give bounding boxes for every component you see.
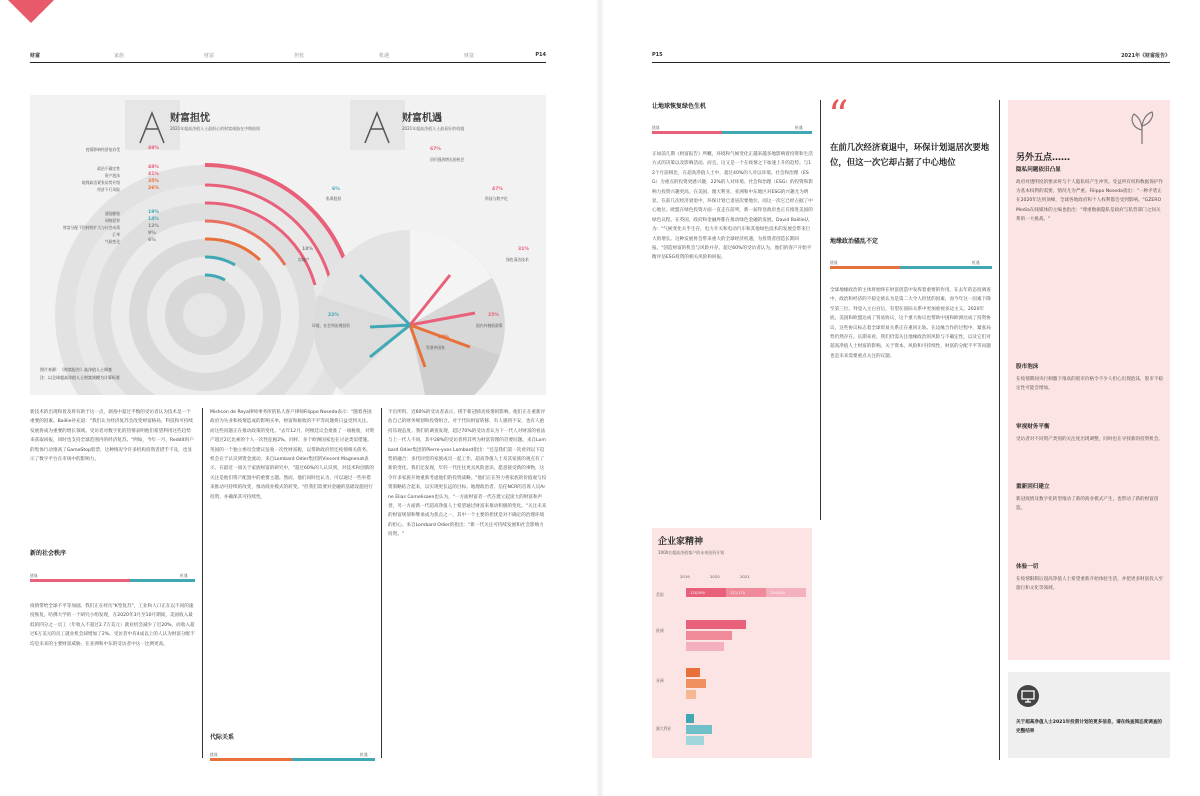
legend-item: 2021 xyxy=(740,574,750,579)
threat-pct: 6% xyxy=(148,238,156,243)
infographic-graphics xyxy=(30,95,546,395)
ent-bar xyxy=(686,725,712,734)
point-body: 政府对透明度的要求将与个人隐私权产生冲突。受益所有权和数据保护作为基本权利的需要，情况尤为严重。Filippo Noseda指出："一种矛盾正在2020年达到顶峰，全球各地政府和个人权利都会受到影响。"GZERO Media在线媒体的主编也指出："尊重数据隐私是政府与私营部门之间关系的一大挑战。" xyxy=(1016,180,1164,222)
ent-value: 123,170 xyxy=(730,591,745,595)
panel-b-title: 财富机遇 xyxy=(402,113,442,124)
header-tab: 财富 xyxy=(464,53,475,59)
point-heading: 重新回归建立 xyxy=(1016,484,1050,490)
report-title: 2021年《财富报告》 xyxy=(1121,53,1170,59)
column-rule xyxy=(381,408,382,758)
column-rule xyxy=(820,100,821,520)
header-tab: 财富 xyxy=(204,53,215,59)
opportunity-label: 私募股权 xyxy=(326,196,342,201)
ent-subtitle: 1000名超高净值客户的未来投资计划 xyxy=(658,550,725,555)
threat-pct: 41% xyxy=(148,172,159,177)
ent-bar xyxy=(686,642,724,651)
challenge-bar xyxy=(652,131,722,134)
right-col1-body: 正如前几期《财富报告》所概，环境和气候变化正越来越多地影响着投资和生活方式的决策以及影响活动。而且，这又是一个在疫情之下加速上升的趋势。与12个月前相比，在超高净值人士中，超过40%的人对以环境、社会和治理（ESG）为重点的投资更感兴趣，22%的人对环境、社会和治理（ESG）的投资和影响力投资兴趣更高。在美国、澳大利亚、亚洲和中东地区对ESG的兴趣尤为明显。在前几次经济衰退中，环保计划已退居次要地位，而这一次它已经占据了中心地位。欧盟在绿色投资方面一直走在前列，新一届拜登政府也正在推进美国的绿色议程。在英国，政府和金融界都在推动绿色金融的发展。David Baillie认为："气候变化关乎生存，电力开关和电动汽车和其他绿色技术的发展会带来巨大的增长。这种发展将会带来重大的全球经济机遇，为投资者创造长期回报。"创造财富的机会与风险并存。超过60%的受访者认为，他们的客户开始平衡评估ESG投资的相关风险和回报。 xyxy=(652,152,813,261)
threat-pct: 48% xyxy=(148,165,159,170)
opportunity-bar xyxy=(130,579,195,582)
panel-b-subtitle: 2021年超高净值人士最看好的机遇 xyxy=(402,126,465,131)
ent-bar xyxy=(686,668,700,677)
point-body: 在疫情期间央行刺激下推高的股市价格令不少人担心出现泡沫，股市不稳定性可能会增加。 xyxy=(1016,377,1164,392)
opportunity-bar xyxy=(722,131,812,134)
threat-pct: 49% xyxy=(148,146,159,151)
ent-value: 134,000 xyxy=(770,591,785,595)
five-more-points-box xyxy=(1008,100,1170,660)
legend-item: 2020 xyxy=(710,574,720,579)
right-col2-body: 全球地缘政治的主体将始终在财富创造中发挥着重要的作用。在去年的态度调查中，政治和经济的不稳定被认为是第二大令人担忧的因素，而今年这一因素下降至第三位。拜登入主白宫后，有望在国际关系中更加重视多边主义。2020年底，美国和欧盟达成了贸易协议，这个重大协议也帮助中国和欧洲达成了投资协议。这些协议标志着全球贸易关系正在重回正轨。在边缘合作的过程中，紧张局势仍然存在。长期来看，我们仍需关注地缘政治的风险与不确定性，以及它们对超高净值人士财富的影响。关于资本、风险和可持续性，财富的分配不平等问题也是未来需要重点关注的议题。 xyxy=(830,288,991,359)
opportunity-label: 发展中国家 xyxy=(426,345,445,350)
opportunity-pct: 25% xyxy=(488,313,499,318)
challenge-bar xyxy=(830,266,900,269)
icon-panel xyxy=(350,100,405,150)
ent-bar xyxy=(686,631,732,640)
opportunity-pct: 6% xyxy=(332,187,340,192)
column-rule xyxy=(202,408,203,758)
bar-left-label: 挑战 xyxy=(30,573,38,578)
opportunity-label: 国内外税收政策 xyxy=(476,323,503,328)
header-section: 财富 xyxy=(30,53,41,59)
page-number: P14 xyxy=(535,52,546,58)
threat-label: 政治不确定性 xyxy=(97,166,120,171)
opportunity-bar xyxy=(900,266,992,269)
infographic-source: 图片来源：《财富报告》高净值人士调查 xyxy=(40,367,112,372)
opportunity-label: 环境、社会和治理投资 xyxy=(312,323,350,328)
monitor-icon xyxy=(1016,684,1040,708)
ent-bar xyxy=(686,620,746,629)
pull-quote: 在前几次经济衰退中，环保计划退居次要地位，但这一次它却占据了中心地位 xyxy=(830,142,990,167)
box-title: 另外五点…… xyxy=(1016,153,1071,163)
subhead-generations: 代际关系 xyxy=(210,734,235,741)
opportunity-label: 科技与数字化 xyxy=(485,196,508,201)
ent-title: 企业家精神 xyxy=(658,537,704,547)
opportunity-pct: 23% xyxy=(438,335,449,340)
bar-right-label: 机遇 xyxy=(180,573,188,578)
opportunity-pct: 67% xyxy=(430,147,441,152)
threat-label: 疫情影响经济复苏受 xyxy=(85,147,120,152)
compass-icons xyxy=(125,100,405,150)
left-col3-body: 不出所料，近60%的受访者表示，援手新冠肺炎疫情的影响，他们正在重新评估自己的财务规划和投资组合。对于代际财富转移，有人感到不安，也有人抱持乐观态度。我们的调查发现，超过70%的受访者认为下一代人对财富的看法与上一代人不同，其中28%的受访者将其列为财富管理的首要问题。来自Lombard Odier集团的Pierre-yves Lombard指出："还是我们第一次看到以下趋势的融合：多代同堂的家族成员一起工作，超高净值人士及其家族的观点有了新的变化。我们还发现，年轻一代往往更具风险意识，愿意接受新的事物，这令许多家族开始重新考虑他们的投资战略。"他们正在努力将家族的价值观与投资策略结合起来，以实现更长远的目标。地理政治者、信任NCR的首席人员Arne Elias Cornelisaen也认为，"一方面财富者一代在建立起庞大的财富和声誉，另一方面新一代超高净值人士希望通过财富来推动积极的变化。"关注未来的财富规划和继承成为焦点之一，其中一个主要的担忧是对不确定的治理环境的担心。来自Lombard Odier的指出："新一代关注可持续发展和社会影响力投资。" xyxy=(388,410,547,538)
subhead-geopolitics: 地缘政治骚乱不定 xyxy=(830,238,879,245)
threat-pct: 19% xyxy=(148,210,159,215)
point-heading: 审视财务平衡 xyxy=(1016,424,1050,430)
left-col1-body: 新技术的出现和普及将有助于这一点，调查中超过半数的受访者认为技术是一个重要的因素。Baillie补充道："我们认为经济复苏会改变财富格局，科技和可持续发展将成为重要的增长领域。受访者对数字化的热情表明他们希望利用这些趋势来获取回报，同时也支持全球范围内的经济复苏。"例如，今年一月，Reddit用户的集体行动推高了GameStop股票，这种情况令许多机构投资者措手不及，也显示了数字平台在市场中的影响力。 xyxy=(30,410,194,463)
point-heading: 体验一切 xyxy=(1016,564,1039,570)
ent-bar xyxy=(686,714,694,723)
panel-a-subtitle: 2021年超高净值人士最担心的财富威胁在中期前间 xyxy=(170,126,261,131)
right-page-header xyxy=(652,52,1170,59)
pie-ray xyxy=(370,325,410,327)
bar-right-label: 机遇 xyxy=(360,752,368,757)
opportunity-label: 房地产 xyxy=(298,257,310,262)
opportunity-label: 回归强劲增长的机会 xyxy=(430,157,465,162)
ring xyxy=(183,293,227,337)
legend-item: 2019 xyxy=(680,574,690,579)
bar-right-label: 机遇 xyxy=(972,260,980,265)
ent-row-label: 亚洲 xyxy=(656,678,664,683)
subhead-social-order: 新的社会秩序 xyxy=(30,550,67,557)
subhead-green: 让地球恢复绿色生机 xyxy=(652,103,707,110)
icon-panel xyxy=(125,100,180,150)
left-col1-body2: 疫情带给全球不平等加剧。我们正在经历"K型复苏"，工业和人口正在以不同的速度恢复。哈佛大学的一个研究小组发现，在2020年3月至10月期间，美国收入最低的四分之一员工（年收入不超过2.7万美元）就业机会减少了近20%，而收入超过6万美元的员工就业机会却增加了2%。受访者中有4成以上的人认为财富分配不均是未来的主要财富威胁，在亚洲和中东的受访者中这一比例更高。 xyxy=(30,604,195,647)
ent-row-label: 澳大利亚 xyxy=(656,726,672,731)
page-number: P15 xyxy=(652,52,663,58)
header-tab: 担忧 xyxy=(294,53,305,59)
bar-left-label: 挑战 xyxy=(830,260,838,265)
opportunity-pct: 47% xyxy=(492,187,503,192)
point-body: 新冠疫情及数字化转型推动了新的商业模式产生，也带动了新的财富创造。 xyxy=(1016,497,1159,512)
infographic-note: 注：以全球超高净值人士财富规模为计算标准 xyxy=(40,375,120,380)
bar-left-label: 挑战 xyxy=(652,125,660,130)
challenge-bar xyxy=(30,579,130,582)
threat-label: 经济下行风险 xyxy=(97,187,120,192)
concentric-rings xyxy=(55,165,355,395)
wealth-infographic xyxy=(30,95,546,395)
threat-pct: 9% xyxy=(148,231,156,236)
corner-marker xyxy=(7,0,55,23)
column-rule xyxy=(999,100,1000,760)
ent-value: 128,590 xyxy=(690,591,705,595)
ent-row-label: 美国 xyxy=(656,592,664,597)
threat-pct: 35% xyxy=(148,179,159,184)
ent-bar xyxy=(686,690,696,699)
bar-right-label: 机遇 xyxy=(795,125,803,130)
threat-label: 财富分配不均持续扩大与社会动荡 xyxy=(63,225,120,230)
opportunity-pct: 31% xyxy=(518,247,529,252)
threat-label: 汇率 xyxy=(112,232,120,237)
threat-label: 地缘政治紧张局势升级 xyxy=(82,180,120,185)
point-heading: 隐私问题依旧凸显 xyxy=(1016,167,1061,173)
point-body: 在疫情限制后超高净值人士希望重新开始体验生活，并把更多财富投入至旅行和文化等领域。 xyxy=(1016,577,1164,592)
ent-bar xyxy=(686,736,704,745)
threat-label: 网络犯罪 xyxy=(104,218,120,223)
quote-mark-icon: “ xyxy=(828,93,849,139)
threat-label: 气候变化 xyxy=(104,239,120,244)
leaf-icon xyxy=(1122,108,1162,148)
header-tab: 机遇 xyxy=(379,53,390,59)
header-rule xyxy=(30,62,546,63)
ent-bar xyxy=(686,679,706,688)
threat-pct: 14% xyxy=(148,217,159,222)
threat-pct: 26% xyxy=(148,186,159,191)
left-page-header xyxy=(30,52,546,59)
more-info-note xyxy=(1008,672,1170,758)
bar-left-label: 挑战 xyxy=(210,752,218,757)
panel-a-title: 财富担忧 xyxy=(170,113,210,124)
header-rule xyxy=(652,62,1170,63)
entrepreneurship-chart xyxy=(652,528,812,758)
threat-pct: 12% xyxy=(148,224,159,229)
opportunity-pct: 22% xyxy=(328,313,339,318)
more-info-text: 关于超高净值人士2021年投资计划的更多信息，请在线查阅态度调查的完整结果 xyxy=(1016,720,1163,735)
point-body: 受访者对不同资产类别的关注度出现调整，同时也在寻找新的投资机会。 xyxy=(1016,437,1164,442)
opportunity-label: 绿色清洁技术 xyxy=(506,257,529,262)
point-heading: 股市泡沫 xyxy=(1016,364,1039,370)
ent-row-label: 欧洲 xyxy=(656,628,664,633)
threat-label: 通货膨胀 xyxy=(104,211,120,216)
threat-label: 资产泡沫 xyxy=(104,173,120,178)
opportunity-bar xyxy=(292,758,375,761)
left-col2-body: Mishcon de Reya律师事务所的私人客户律师Filippo Noseda表示："随着各国政府为失业和疫情造成的影响买单，财富和税收的不平等问题将日益受到关注。而这些问题正在推动政策的变化。"去年12月，阿根廷议会批准了一项税收，对资产超过2亿比索的个人一次性征税2%。同样，多个欧洲国家也在讨论类似措施。英国的一个独立委员会建议征收一次性财富税，以帮助政府偿还疫情相关债务。机会在于认识到资金流动。来自Lombard Odier集团的Vincent Magnenat表示，在最近一项关于家族财富的研究中，"超过60%的人认识到，对技术和创新的关注是他们资产配置中的重要主题。然而，他们同时也认为，可以通过一些举措来推动可持续的改变，推动商业模式的转变。"但我们需要对金融的基础设施进行投资，并确保其可持续性。 xyxy=(210,410,375,500)
header-tab: 家族 xyxy=(114,53,125,59)
challenge-bar xyxy=(210,758,292,761)
opportunity-pct: 18% xyxy=(302,247,313,252)
